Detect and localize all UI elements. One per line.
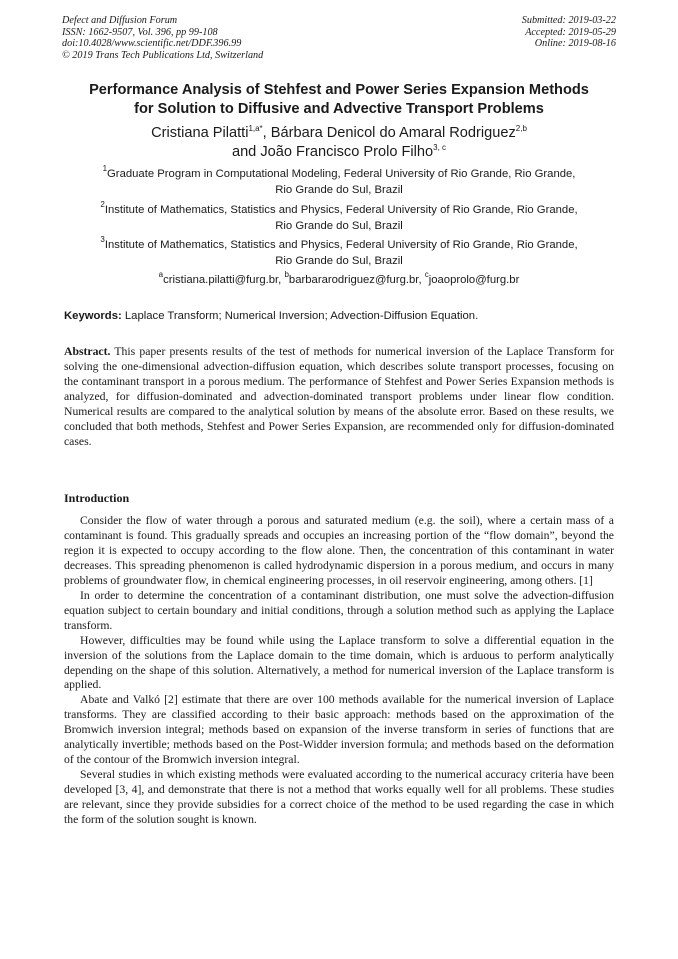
author-line-2 <box>40 143 638 162</box>
copyright-line: © 2019 Trans Tech Publications Ltd, Switzerland <box>62 49 264 61</box>
dates-header <box>522 15 616 50</box>
introduction-heading: Introduction <box>64 491 130 505</box>
affiliation-number: 1 <box>102 164 108 173</box>
author-superscript: 3, c <box>433 143 447 152</box>
author-name: , Bárbara Denicol do Amaral Rodriguez <box>262 125 516 141</box>
email-superscript: a <box>158 270 164 279</box>
paragraph: Abate and Valkó [2] estimate that there are over 100 methods available for the numerical inversion of Laplace transforms. They are classified according to their basic approach: methods based on the approximation of the Bromwich inversion integral; methods based on expansion of the inverse transform in series of functions that are analytically invertible; methods based on the Post-Widder inversion formula; and methods based on the deformation of the contour of the Bromwich inversion integral. <box>64 693 614 767</box>
author-superscript: 2,b <box>515 124 527 133</box>
email-link[interactable]: cristiana.pilatti@furg.br, <box>163 274 285 286</box>
accepted-date: Accepted: 2019-05-29 <box>525 26 616 38</box>
email-link[interactable]: joaoprolo@furg.br <box>428 274 520 286</box>
author-emails <box>60 270 618 288</box>
affiliation-3 <box>60 235 618 270</box>
author-name: and João Francisco Prolo Filho <box>231 144 434 160</box>
paper-title <box>40 81 638 119</box>
journal-name: Defect and Diffusion Forum <box>62 15 178 26</box>
affiliation-text: Rio Grande do Sul, Brazil <box>275 219 403 232</box>
keywords-line <box>64 309 624 324</box>
title-line-2: for Solution to Diffusive and Advective Transport Problems <box>134 101 544 117</box>
affiliation-text: Rio Grande do Sul, Brazil <box>275 183 403 196</box>
doi-line[interactable]: doi:10.4028/www.scientific.net/DDF.396.99 <box>62 38 242 50</box>
paragraph: Several studies in which existing methods were evaluated according to the numerical accuracy criteria have been developed [3, 4], and demonstrate that there is not a method that works equally well for all problems. These studies are relevant, since they provide subsidies for a correct choice of the method to be used regarding the case in which the form of the solution sought is known. <box>64 768 614 827</box>
issn-line: ISSN: 1662-9507, Vol. 396, pp 99-108 <box>62 26 218 38</box>
author-name: Cristiana Pilatti <box>151 125 249 141</box>
submitted-date: Submitted: 2019-03-22 <box>521 15 616 26</box>
affiliation-number: 3 <box>100 235 105 244</box>
abstract-label: Abstract. <box>64 345 111 358</box>
abstract <box>64 345 614 450</box>
affiliation-text: Rio Grande do Sul, Brazil <box>275 254 403 267</box>
affiliation-2 <box>60 200 618 235</box>
email-superscript: c <box>424 270 429 279</box>
paragraph: In order to determine the concentration of a contaminant distribution, one must solve the advection-diffusion equation subject to certain boundary and initial conditions, through a solution method such as applying the Laplace transform. <box>64 588 614 632</box>
keywords-text: Laplace Transform; Numerical Inversion; Advection-Diffusion Equation. <box>121 310 479 322</box>
author-superscript: 1,a* <box>248 124 263 133</box>
author-line-1 <box>40 124 638 143</box>
abstract-text: This paper presents results of the test of methods for numerical inversion of the Laplace Transform for solving the one-dimensional advection-diffusion equation, which describes solute transport processes, focusing on the contaminant transport in a porous medium. The performance of Stehfest and Power Series Expansion methods is analyzed, for diffusion-dominated and advection-dominated transport problems under linear flow condition. Numerical results are compared to the analytical solution by means of the absolute error. Based on these results, we concluded that both methods, Stehfest and Power Series Expansion, are recommended only for diffusion-dominated cases. <box>64 345 614 448</box>
paragraph: Consider the flow of water through a porous and saturated medium (e.g. the soil), where a certain mass of a contaminant is found. This gradually spreads and occupies an increasing portion of the “flow domain”, beyond the region it is expected to occupy according to the flow alone. Then, the concentration of this contaminant in water decreases. This spreading phenomenon is called hydrodynamic dispersion in a porous medium, and occurs in many problems of groundwater flow, in chemical engineering processes, in oil reservoir engineering, among others. [1] <box>64 514 614 587</box>
affiliation-text: Graduate Program in Computational Modeling, Federal University of Rio Grande, Rio Grande, <box>107 168 576 180</box>
paragraph: However, difficulties may be found while using the Laplace transform to solve a differential equation in the inversion of the solutions from the Laplace domain to the time domain, which is arduous to perform analytically depending on the shape of this solution. Alternatively, a method for numerical inversion of the Laplace transform is applied. <box>64 633 614 692</box>
title-line-1: Performance Analysis of Stehfest and Power Series Expansion Methods <box>89 82 589 98</box>
affiliation-text: Institute of Mathematics, Statistics and Physics, Federal University of Rio Grande, Rio Grande, <box>104 204 578 216</box>
affiliation-number: 2 <box>100 200 105 209</box>
author-list <box>40 124 638 162</box>
email-link[interactable]: barbararodriguez@furg.br, <box>288 274 425 286</box>
keywords-label: Keywords: <box>64 310 122 322</box>
introduction-body <box>64 514 614 828</box>
online-date: Online: 2019-08-16 <box>534 38 616 50</box>
journal-header <box>62 15 263 61</box>
email-superscript: b <box>284 270 289 279</box>
affiliation-1 <box>60 164 618 199</box>
affiliation-text: Institute of Mathematics, Statistics and Physics, Federal University of Rio Grande, Rio Grande, <box>104 239 578 251</box>
